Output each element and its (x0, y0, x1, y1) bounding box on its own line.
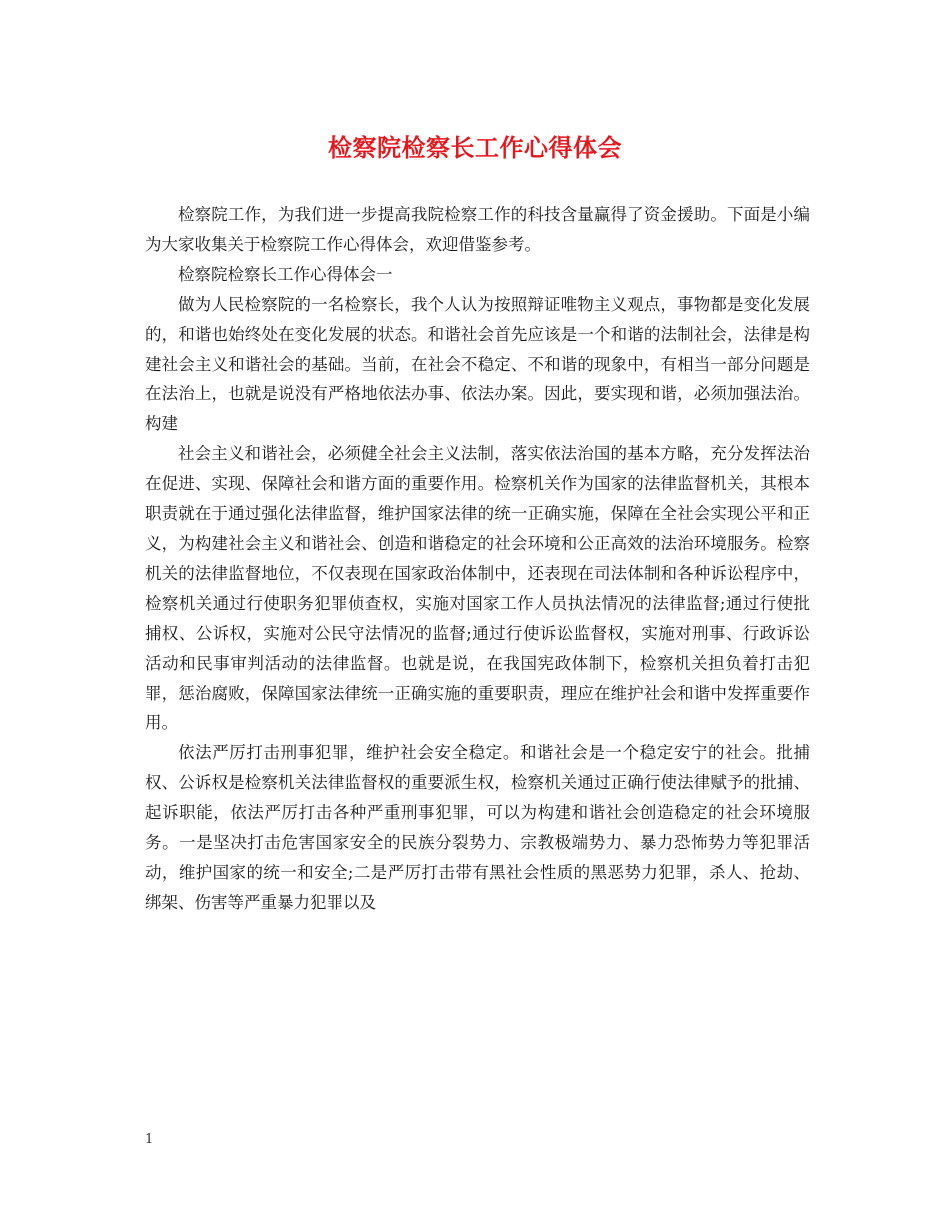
paragraph: 社会主义和谐社会，必须健全社会主义法制，落实依法治国的基本方略，充分发挥法治在促进、实现、保障社会和谐方面的重要作用。检察机关作为国家的法律监督机关，其根本职责就在于通过强化法律监督，维护国家法律的统一正确实施，保障在全社会实现公平和正义，为构建社会主义和谐社会、创造和谐稳定的社会环境和公正高效的法治环境服务。检察机关的法律监督地位，不仅表现在国家政治体制中，还表现在司法体制和各种诉讼程序中，检察机关通过行使职务犯罪侦查权，实施对国家工作人员执法情况的法律监督;通过行使批捕权、公诉权，实施对公民守法情况的监督;通过行使诉讼监督权，实施对刑事、行政诉讼活动和民事审判活动的法律监督。也就是说，在我国宪政体制下，检察机关担负着打击犯罪，惩治腐败，保障国家法律统一正确实施的重要职责，理应在维护社会和谐中发挥重要作用。 (145, 444, 810, 733)
paragraph-intro: 检察院工作，为我们进一步提高我院检察工作的科技含量赢得了资金援助。下面是小编为大家收集关于检察院工作心得体会，欢迎借鉴参考。 (145, 205, 810, 254)
paragraph: 依法严厉打击刑事犯罪，维护社会安全稳定。和谐社会是一个稳定安宁的社会。批捕权、公诉权是检察机关法律监督权的重要派生权，检察机关通过正确行使法律赋予的批捕、起诉职能，依法严厉打击各种严重刑事犯罪，可以为构建和谐社会创造稳定的社会环境服务。一是坚决打击危害国家安全的民族分裂势力、宗教极端势力、暴力恐怖势力等犯罪活动，维护国家的统一和安全;二是严厉打击带有黑社会性质的黑恶势力犯罪，杀人、抢劫、绑架、伤害等严重暴力犯罪以及 (145, 743, 810, 912)
document-body (145, 200, 810, 918)
document-title: 检察院检察长工作心得体会 (328, 133, 622, 162)
page-number: 1 (145, 1132, 154, 1147)
paragraph: 做为人民检察院的一名检察长，我个人认为按照辩证唯物主义观点，事物都是变化发展的，和谐也始终处在变化发展的状态。和谐社会首先应该是一个和谐的法制社会，法律是构建社会主义和谐社会的基础。当前，在社会不稳定、不和谐的现象中，有相当一部分问题是在法治上，也就是说没有严格地依法办事、依法办案。因此，要实现和谐，必须加强法治。构建 (145, 294, 810, 434)
section-heading: 检察院检察长工作心得体会一 (178, 264, 393, 284)
